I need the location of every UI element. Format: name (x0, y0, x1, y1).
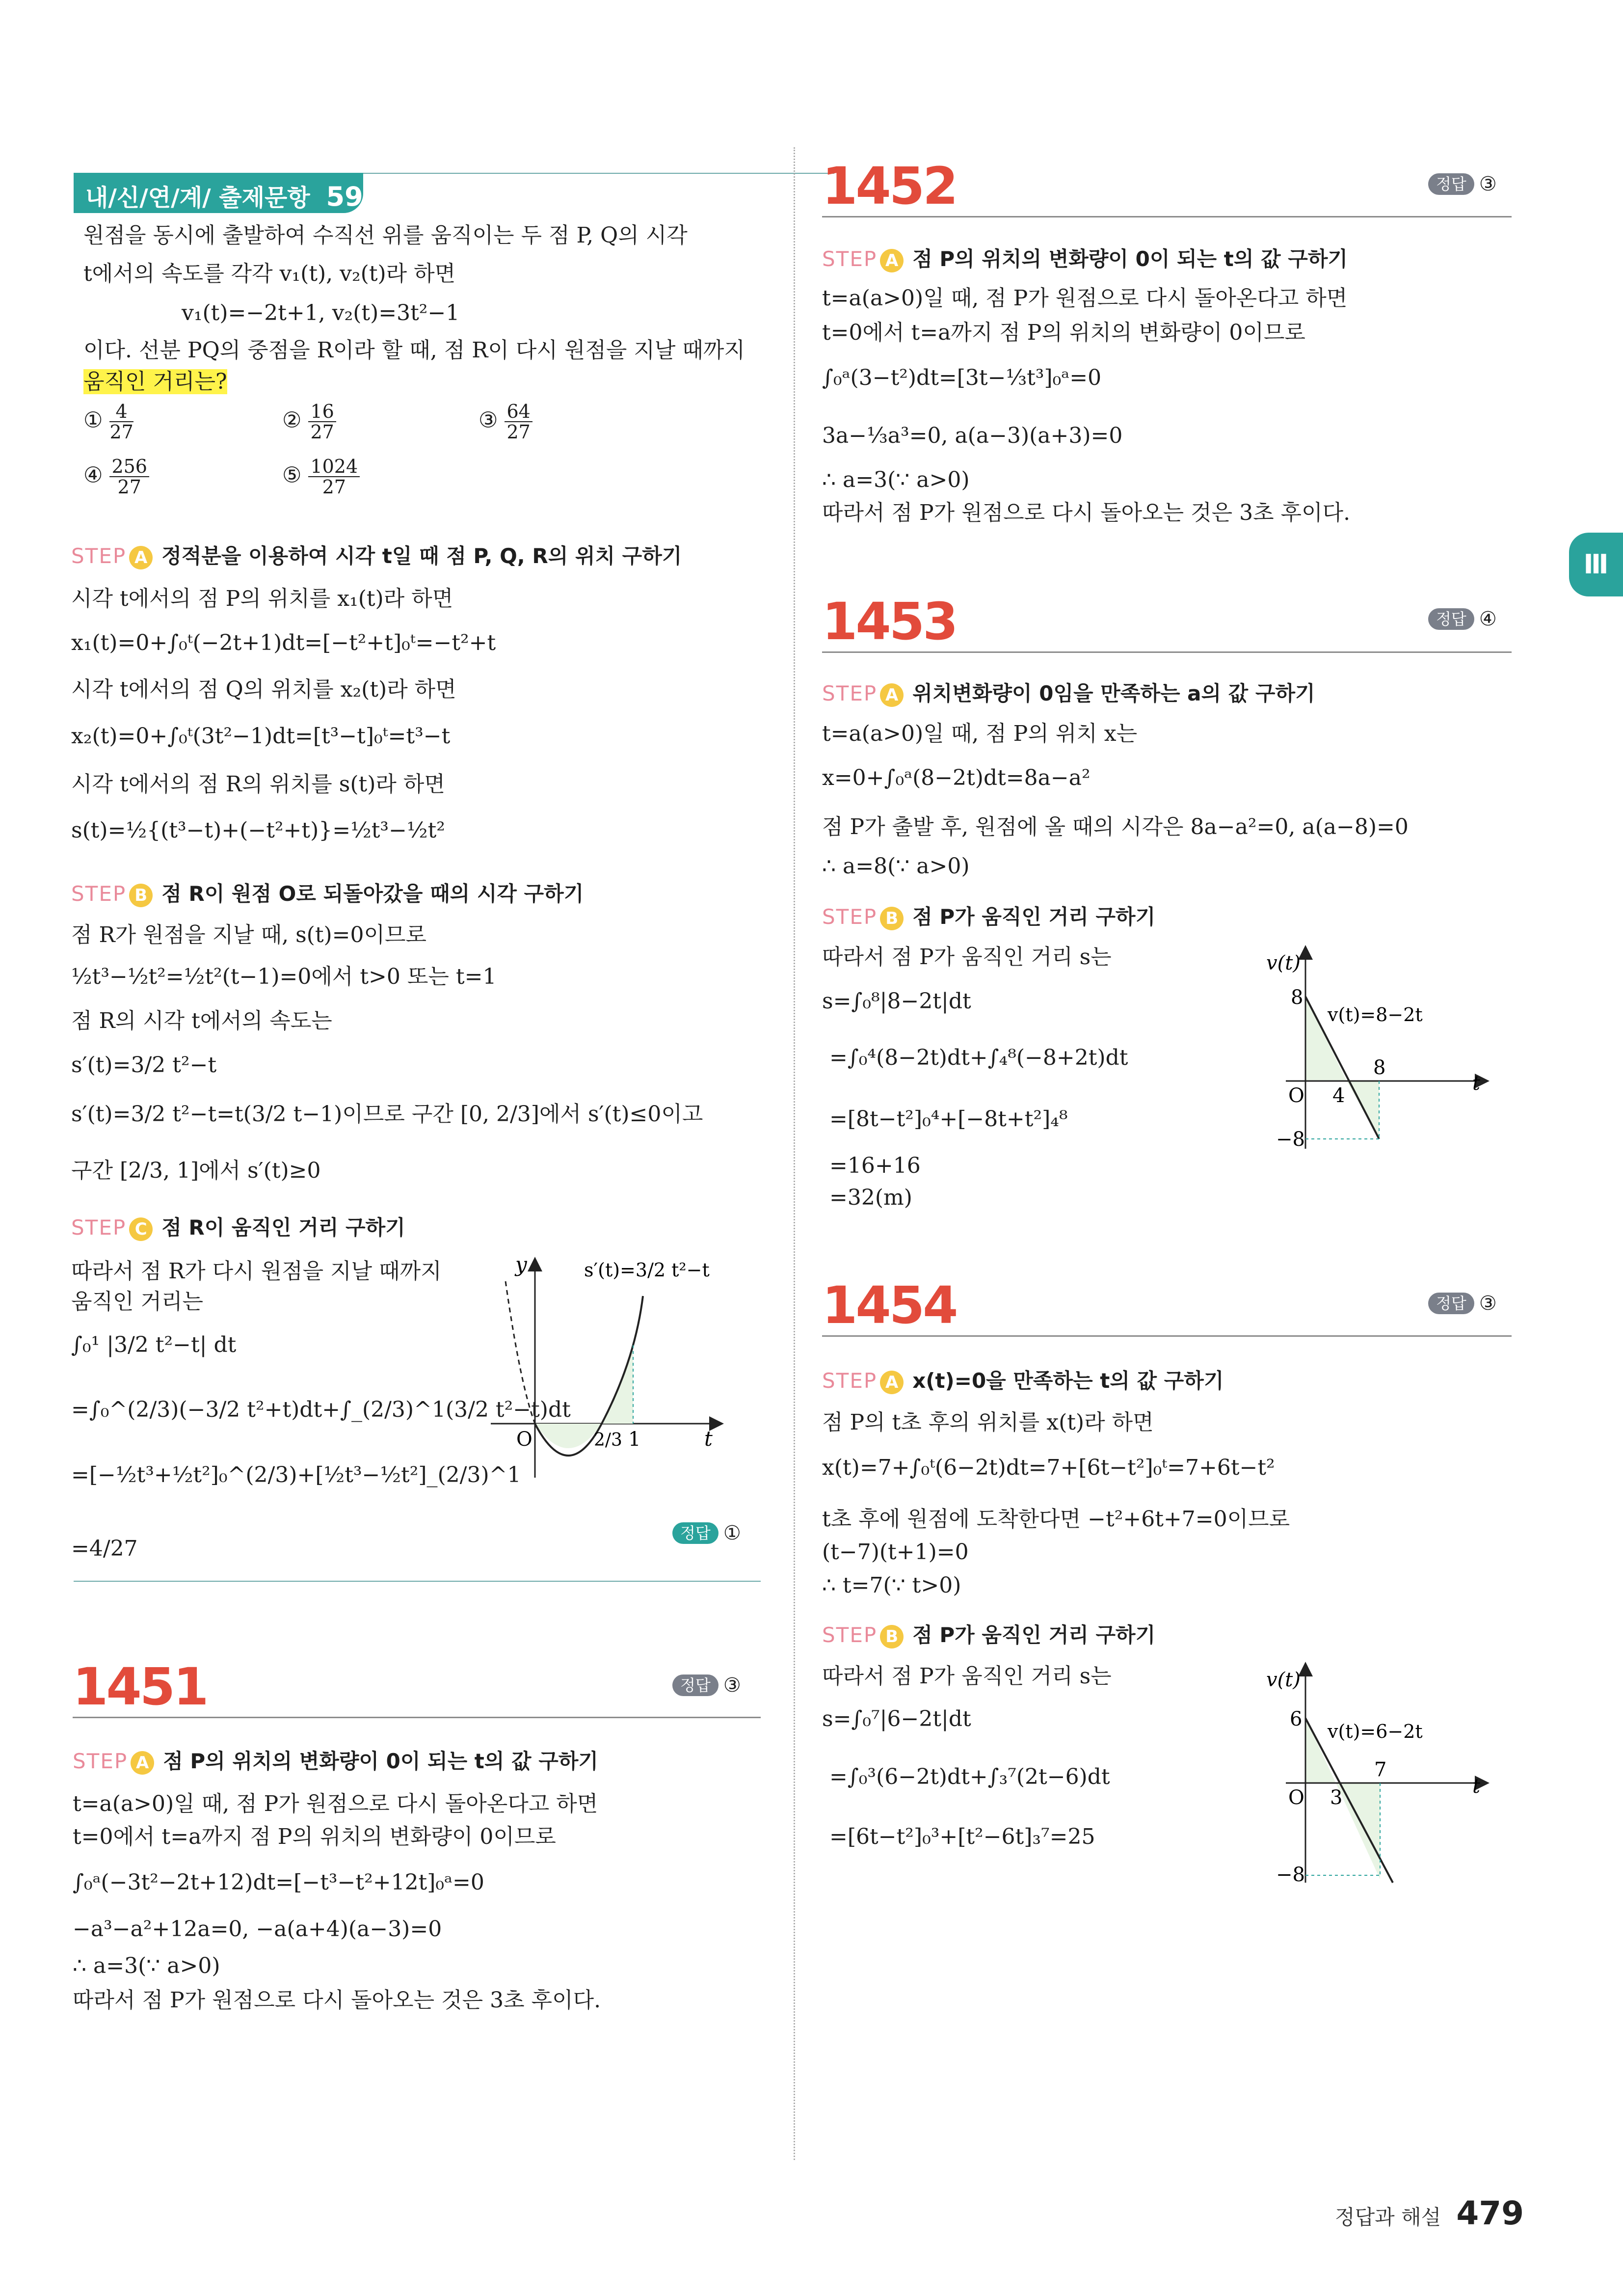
p1454-b-line-4: =[6t−t²]₀³+[t²−6t]₃⁷=25 (829, 1824, 1095, 1849)
p1453-graph (1256, 943, 1492, 1159)
p1452-line-4: 3a−⅓a³=0, a(a−3)(a+3)=0 (822, 423, 1123, 448)
p1454-b-line-1: 따라서 점 P가 움직인 거리 s는 (822, 1664, 1112, 1689)
question-line-1: 원점을 동시에 출발하여 수직선 위를 움직이는 두 점 P, Q의 시각 (83, 223, 688, 248)
exam-graph-label: s′(t)=3/2 t²−t (584, 1259, 710, 1281)
exam-a-line-2: x₁(t)=0+∫₀ᵗ(−2t+1)dt=[−t²+t]₀ᵗ=−t²+t (71, 630, 496, 655)
p1451-step-a: STEP A 점 P의 위치의 변화량이 0이 되는 t의 값 구하기 (73, 1745, 598, 1775)
exam-c-line-1: 따라서 점 R가 다시 원점을 지날 때까지 (71, 1259, 442, 1284)
exam-answer-badge: 정답 ① (672, 1522, 741, 1544)
exam-b-line-5: s′(t)=3/2 t²−t=t(3/2 t−1)이므로 구간 [0, 2/3]에서 s′(t)≤0이고 (71, 1102, 703, 1127)
exam-box-header (74, 173, 761, 217)
exam-box-number: 599 (326, 181, 382, 212)
exam-graph-curve-left (506, 1281, 535, 1424)
p1453-a-line-2: x=0+∫₀ᵃ(8−2t)dt=8a−a² (822, 765, 1091, 790)
page-number: 479 (1456, 2194, 1524, 2232)
exam-graph-tick-2: 1 (628, 1428, 641, 1451)
exam-box-title: 내/신/연/계/ 출제문항 (85, 184, 310, 212)
exam-a-line-3: 시각 t에서의 점 Q의 위치를 x₂(t)라 하면 (71, 677, 456, 702)
svg-text:8: 8 (1291, 986, 1304, 1009)
problem-1451-answer: 정답 ③ (672, 1674, 741, 1697)
p1454-a-line-3: t초 후에 원점에 도착한다면 −t²+6t+7=0이므로 (822, 1507, 1290, 1532)
svg-text:v(t)=6−2t: v(t)=6−2t (1328, 1721, 1423, 1742)
exam-b-line-6: 구간 [2/3, 1]에서 s′(t)≥0 (71, 1158, 321, 1183)
exam-c-line-2: 움직인 거리는 (71, 1289, 204, 1314)
question-line-2: t에서의 속도를 각각 v₁(t), v₂(t)라 하면 (83, 261, 456, 286)
p1453-b-line-5: =16+16 (829, 1153, 921, 1178)
footer (1335, 2194, 1524, 2232)
p1453-b-line-4: =[8t−t²]₀⁴+[−8t+t²]₄⁸ (829, 1107, 1068, 1132)
p1451-line-3: ∫₀ᵃ(−3t²−2t+12)dt=[−t³−t²+12t]₀ᵃ=0 (73, 1870, 484, 1895)
exam-a-line-5: 시각 t에서의 점 R의 위치를 s(t)라 하면 (71, 772, 445, 797)
side-tab-label: Ⅲ (1583, 549, 1609, 580)
p1451-line-5: ∴ a=3(∵ a>0) (73, 1953, 220, 1978)
exam-a-line-4: x₂(t)=0+∫₀ᵗ(3t²−1)dt=[t³−t]₀ᵗ=t³−t (71, 724, 451, 749)
p1451-line-6: 따라서 점 P가 원점으로 다시 돌아오는 것은 3초 후이다. (73, 1988, 601, 2013)
p1453-b-line-3: =∫₀⁴(8−2t)dt+∫₄⁸(−8+2t)dt (829, 1045, 1128, 1070)
choice-1[interactable]: ① $\frac{4}{27}$ (83, 401, 133, 443)
p1451-line-1: t=a(a>0)일 때, 점 P가 원점으로 다시 돌아온다고 하면 (73, 1791, 598, 1816)
exam-c-line-3: ∫₀¹ |3/2 t²−t| dt (71, 1332, 237, 1357)
choice-3[interactable]: ③ $\frac{64}{27}$ (479, 402, 532, 442)
choice-4[interactable]: ④ $\frac{256}{27}$ (83, 457, 149, 497)
p1454-step-a: STEP A x(t)=0을 만족하는 t의 값 구하기 (822, 1365, 1224, 1394)
choice-2[interactable]: ② $\frac{16}{27}$ (282, 402, 336, 442)
svg-text:3: 3 (1330, 1786, 1343, 1809)
p1452-step-a: STEP A 점 P의 위치의 변화량이 0이 되는 t의 값 구하기 (822, 243, 1348, 272)
p1453-b-line-1: 따라서 점 P가 움직인 거리 s는 (822, 945, 1112, 970)
svg-text:−8: −8 (1276, 1128, 1305, 1151)
exam-step-c: STEP C 점 R이 움직인 거리 구하기 (71, 1212, 405, 1241)
svg-text:O: O (1288, 1084, 1304, 1107)
svg-text:v(t): v(t) (1266, 1669, 1301, 1691)
problem-1454-number: 1454 (822, 1275, 957, 1335)
p1452-line-1: t=a(a>0)일 때, 점 P가 원점으로 다시 돌아온다고 하면 (822, 286, 1348, 311)
p1452-line-6: 따라서 점 P가 원점으로 다시 돌아오는 것은 3초 후이다. (822, 500, 1351, 525)
p1454-a-line-1: 점 P의 t초 후의 위치를 x(t)라 하면 (822, 1410, 1154, 1435)
svg-text:6: 6 (1290, 1708, 1303, 1730)
svg-text:8: 8 (1373, 1056, 1386, 1079)
exam-graph-tick-1: 2/3 (594, 1430, 622, 1450)
svg-text:v(t)=8−2t: v(t)=8−2t (1328, 1004, 1423, 1026)
p1454-step-b: STEP B 점 P가 움직인 거리 구하기 (822, 1619, 1155, 1648)
problem-1453-answer: 정답 ④ (1428, 608, 1497, 630)
side-chapter-tab[interactable] (1569, 533, 1623, 596)
svg-text:4: 4 (1332, 1084, 1345, 1107)
p1451-line-2: t=0에서 t=a까지 점 P의 위치의 변화량이 0이므로 (73, 1824, 556, 1849)
problem-1454-answer: 정답 ③ (1428, 1292, 1497, 1315)
p1452-line-2: t=0에서 t=a까지 점 P의 위치의 변화량이 0이므로 (822, 320, 1305, 345)
exam-b-line-3: 점 R의 시각 t에서의 속도는 (71, 1008, 332, 1033)
p1453-step-a: STEP A 위치변화량이 0임을 만족하는 a의 값 구하기 (822, 677, 1315, 707)
exam-c-line-6: =4/27 (71, 1536, 138, 1561)
exam-box-bottom-rule (74, 1581, 761, 1582)
footer-label: 정답과 해설 (1335, 2205, 1441, 2229)
exam-c-line-5: =[−½t³+½t²]₀^(2/3)+[½t³−½t²]_(2/3)^1 (71, 1462, 521, 1487)
problem-1451-number: 1451 (73, 1657, 207, 1717)
p1454-graph (1256, 1659, 1492, 1885)
p1453-step-b: STEP B 점 P가 움직인 거리 구하기 (822, 901, 1155, 930)
exam-step-a: STEP A 정적분을 이용하여 시각 t일 때 점 P, Q, R의 위치 구하기 (71, 540, 682, 569)
svg-text:t: t (1472, 1775, 1481, 1798)
p1452-line-5: ∴ a=3(∵ a>0) (822, 467, 970, 492)
exam-step-b: STEP B 점 R이 원점 O로 되돌아갔을 때의 시각 구하기 (71, 878, 584, 907)
exam-graph-y-label: y (515, 1257, 527, 1276)
choice-5[interactable]: ⑤ $\frac{1024}{27}$ (282, 457, 360, 497)
exam-a-line-1: 시각 t에서의 점 P의 위치를 x₁(t)라 하면 (71, 586, 453, 611)
exam-c-line-4: =∫₀^(2/3)(−3/2 t²+t)dt+∫_(2/3)^1(3/2 t²−t)dt (71, 1397, 571, 1422)
exam-a-line-6: s(t)=½{(t³−t)+(−t²+t)}=½t³−½t² (71, 818, 445, 843)
question-highlight: 움직인 거리는? (83, 369, 227, 394)
p1453-b-line-2: s=∫₀⁸|8−2t|dt (822, 989, 971, 1014)
p1454-a-line-4: (t−7)(t+1)=0 (822, 1540, 969, 1565)
p1453-a-line-4: ∴ a=8(∵ a>0) (822, 854, 970, 879)
problem-1453-number: 1453 (822, 592, 957, 651)
svg-text:O: O (1288, 1786, 1304, 1809)
p1451-line-4: −a³−a²+12a=0, −a(a+4)(a−3)=0 (73, 1917, 442, 1942)
p1453-a-line-1: t=a(a>0)일 때, 점 P의 위치 x는 (822, 721, 1138, 746)
svg-text:−8: −8 (1276, 1864, 1305, 1885)
problem-1452-number: 1452 (822, 156, 957, 216)
problem-1452-answer: 정답 ③ (1428, 173, 1497, 195)
question-line-3 (83, 336, 745, 365)
question-formula: v₁(t)=−2t+1, v₂(t)=3t²−1 (182, 300, 460, 325)
p1454-a-line-2: x(t)=7+∫₀ᵗ(6−2t)dt=7+[6t−t²]₀ᵗ=7+6t−t² (822, 1455, 1275, 1480)
exam-b-line-2: ½t³−½t²=½t²(t−1)=0에서 t>0 또는 t=1 (71, 964, 497, 989)
exam-graph (486, 1257, 731, 1483)
exam-b-line-1: 점 R가 원점을 지날 때, s(t)=0이므로 (71, 922, 427, 947)
svg-text:v(t): v(t) (1266, 952, 1301, 974)
p1454-a-line-5: ∴ t=7(∵ t>0) (822, 1573, 961, 1598)
exam-b-line-4: s′(t)=3/2 t²−t (71, 1053, 217, 1078)
question-line-3-text: 이다. 선분 PQ의 중점을 R이라 할 때, 점 R이 다시 원점을 지날 때까지 (83, 338, 745, 363)
exam-graph-origin: O (516, 1428, 532, 1451)
question-line-4 (83, 367, 227, 397)
p1454-b-line-2: s=∫₀⁷|6−2t|dt (822, 1706, 971, 1731)
column-divider (794, 147, 795, 2160)
svg-text:7: 7 (1374, 1758, 1387, 1781)
exam-graph-x-label: t (704, 1427, 713, 1451)
p1453-b-line-6: =32(m) (829, 1185, 912, 1210)
p1453-a-line-3: 점 P가 출발 후, 원점에 올 때의 시각은 8a−a²=0, a(a−8)=0 (822, 814, 1409, 839)
svg-text:t: t (1472, 1072, 1481, 1095)
p1454-b-line-3: =∫₀³(6−2t)dt+∫₃⁷(2t−6)dt (829, 1764, 1110, 1789)
p1452-line-3: ∫₀ᵃ(3−t²)dt=[3t−⅓t³]₀ᵃ=0 (822, 365, 1102, 390)
